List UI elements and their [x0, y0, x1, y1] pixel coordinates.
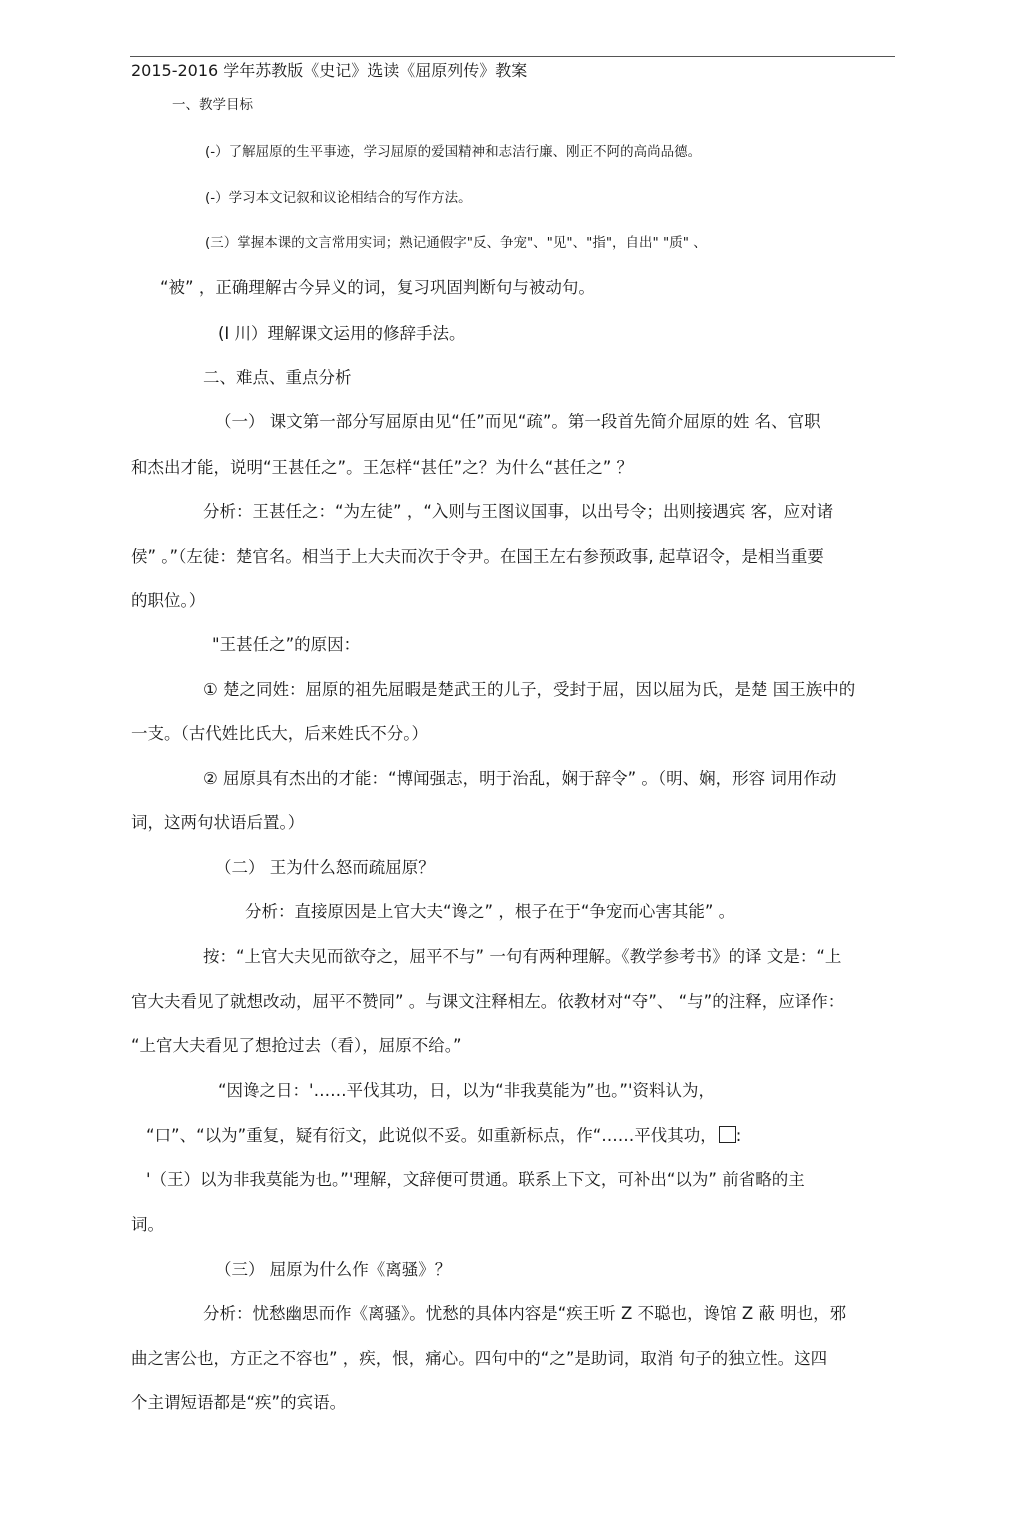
- paragraph-line: （二） 王为什么怒而疏屈原？: [215, 858, 435, 877]
- paragraph-line: 分析：忧愁幽思而作《离骚》。忧愁的具体内容是“疾王听 Z 不聪也，谗馆 Z 蔽 明也，邪: [203, 1304, 847, 1323]
- goal-line-3-continued: “被” ，正确理解古今异义的词，复习巩固判断句与被动句。: [160, 278, 595, 297]
- header-rule: [130, 56, 895, 57]
- box-suffix: :: [735, 1126, 742, 1145]
- goal-line-2: (-）学习本文记叙和议论相结合的写作方法。: [205, 190, 472, 206]
- paragraph-line: "王甚任之”的原因：: [212, 635, 361, 654]
- paragraph-line: 分析：直接原因是上官大夫“谗之” ，根子在于“争宠而心害其能” 。: [245, 902, 736, 921]
- document-title: 2015-2016 学年苏教版《史记》选读《屈原列传》教案: [131, 61, 528, 80]
- section-heading-analysis: 二、难点、重点分析: [203, 368, 352, 387]
- section-heading-teaching-goals: 一、教学目标: [172, 97, 253, 113]
- paragraph-line: 词。: [131, 1215, 164, 1234]
- paragraph-line: '（王）以为非我莫能为也。”'理解，文辞便可贯通。联系上下文，可补出“以为” 前省略的主: [146, 1170, 805, 1189]
- paragraph-line: 和杰出才能，说明“王甚任之”。王怎样“甚任”之？为什么“甚任之” ？: [131, 458, 634, 477]
- paragraph-line: ② 屈原具有杰出的才能：“博闻强志，明于治乱，娴于辞令” 。（明、娴，形容 词用作动: [203, 769, 837, 788]
- paragraph-line: 的职位。）: [131, 591, 206, 610]
- goal-line-4: (I 川）理解课文运用的修辞手法。: [218, 324, 466, 343]
- paragraph-line: “上官大夫看见了想抢过去（看），屈原不给。”: [131, 1036, 462, 1055]
- paragraph-line: 侯” 。”（左徒：楚官名。相当于上大夫而次于令尹。在国王左右参预政事, 起草诏令，是相当重要: [131, 547, 824, 566]
- goal-line-1: (-）了解屈原的生平事迹，学习屈原的爱国精神和志洁行廉、刚正不阿的高尚品德。: [205, 144, 702, 160]
- paragraph-line: 曲之害公也，方正之不容也” ，疾，恨，痛心。四句中的“之”是助词，取消 句子的独立性。这四: [131, 1349, 828, 1368]
- paragraph-line: （一） 课文第一部分写屈原由见“任”而见“疏”。第一段首先简介屈原的姓 名、官职: [215, 412, 821, 431]
- empty-box-glyph: [719, 1126, 736, 1143]
- paragraph-line: （三） 屈原为什么作《离骚》？: [215, 1260, 452, 1279]
- paragraph-line: “因谗之日：'……平伐其功，日，以为“非我莫能为”也。”'资料认为，: [218, 1081, 716, 1100]
- paragraph-line: 官大夫看见了就想改动，屈平不赞同” 。与课文注释相左。依教材对“夺”、 “与”的注释，应译作：: [131, 992, 845, 1011]
- paragraph-line-text: “口”、“以为”重复，疑有衍文，此说似不妥。如重新标点，作“……平伐其功，: [146, 1126, 717, 1145]
- paragraph-line-with-box: [146, 1124, 741, 1148]
- paragraph-line: ① 楚之同姓：屈原的祖先屈暇是楚武王的儿子，受封于屈，因以屈为氏，是楚 国王族中的: [203, 680, 856, 699]
- paragraph-line: 按：“上官大夫见而欲夺之，屈平不与” 一句有两种理解。《教学参考书》的译 文是：“上: [203, 947, 842, 966]
- paragraph-line: 分析：王甚任之：“为左徒” ，“入则与王图议国事，以出号令；出则接遇宾 客，应对诸: [203, 502, 834, 521]
- paragraph-line: 一支。（古代姓比氏大，后来姓氏不分。）: [131, 724, 428, 743]
- paragraph-line: 词，这两句状语后置。）: [131, 813, 305, 832]
- goal-line-3: (三）掌握本课的文言常用实词；熟记通假字"反、争宠"、"见"、"指"，自出" "质" 、: [205, 235, 707, 251]
- paragraph-line: 个主谓短语都是“疾”的宾语。: [131, 1393, 347, 1412]
